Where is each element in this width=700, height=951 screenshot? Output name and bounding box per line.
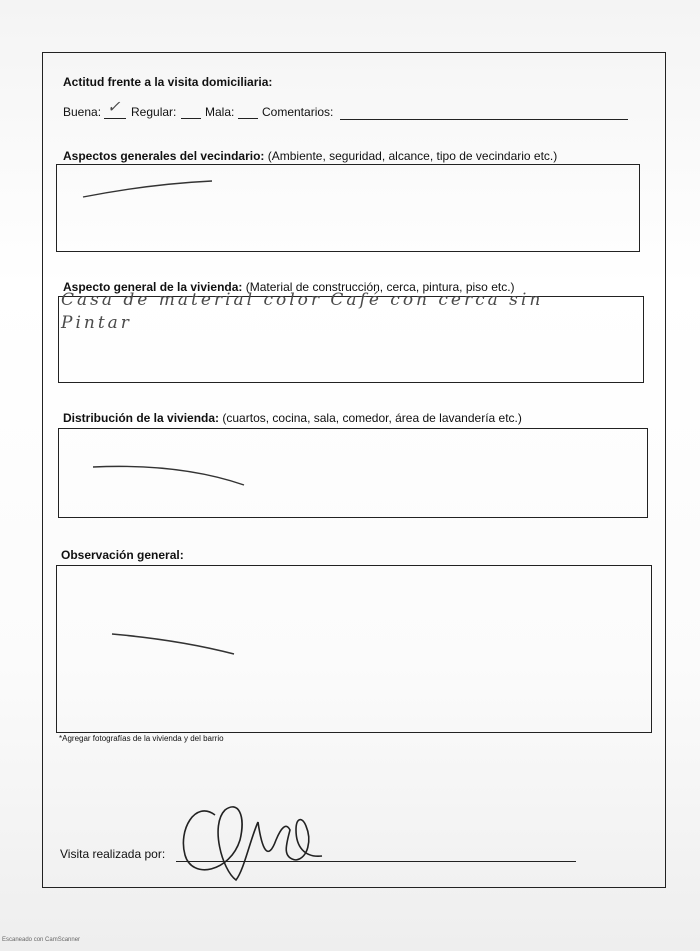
comments-label: Comentarios: [262,105,334,119]
visit-attitude-heading: Actitud frente a la visita domiciliaria: [63,75,273,89]
mala-label: Mala: [205,105,235,119]
housing-hint: (Material de construcción, cerca, pintura, piso etc.) [245,280,515,294]
scanner-watermark: Escaneado con CamScanner [2,937,81,943]
observation-heading: Observación general: [61,548,184,562]
regular-label: Regular: [131,105,177,119]
photo-footnote: *Agregar fotografías de la vivienda y del barrio [59,734,224,743]
buena-checkmark: ✓ [107,97,121,116]
distribution-hint: (cuartos, cocina, sala, comedor, área de lavandería etc.) [222,411,522,425]
housing-answer-line2: Pintar [61,313,132,333]
neighborhood-hint: (Ambiente, seguridad, alcance, tipo de vecindario etc.) [267,149,558,163]
housing-heading: Aspecto general de la vivienda: (Material de construcción, cerca, pintura, piso etc.) [63,280,515,294]
signature-label: Visita realizada por: [60,847,166,861]
buena-label: Buena: [63,105,102,119]
housing-answer-line1: Casa de material color Café con cerca sin [61,290,544,310]
neighborhood-heading: Aspectos generales del vecindario: (Ambiente, seguridad, alcance, tipo de vecindario etc.) [63,149,558,163]
distribution-heading: Distribución de la vivienda: (cuartos, cocina, sala, comedor, área de lavandería etc.) [63,411,522,425]
